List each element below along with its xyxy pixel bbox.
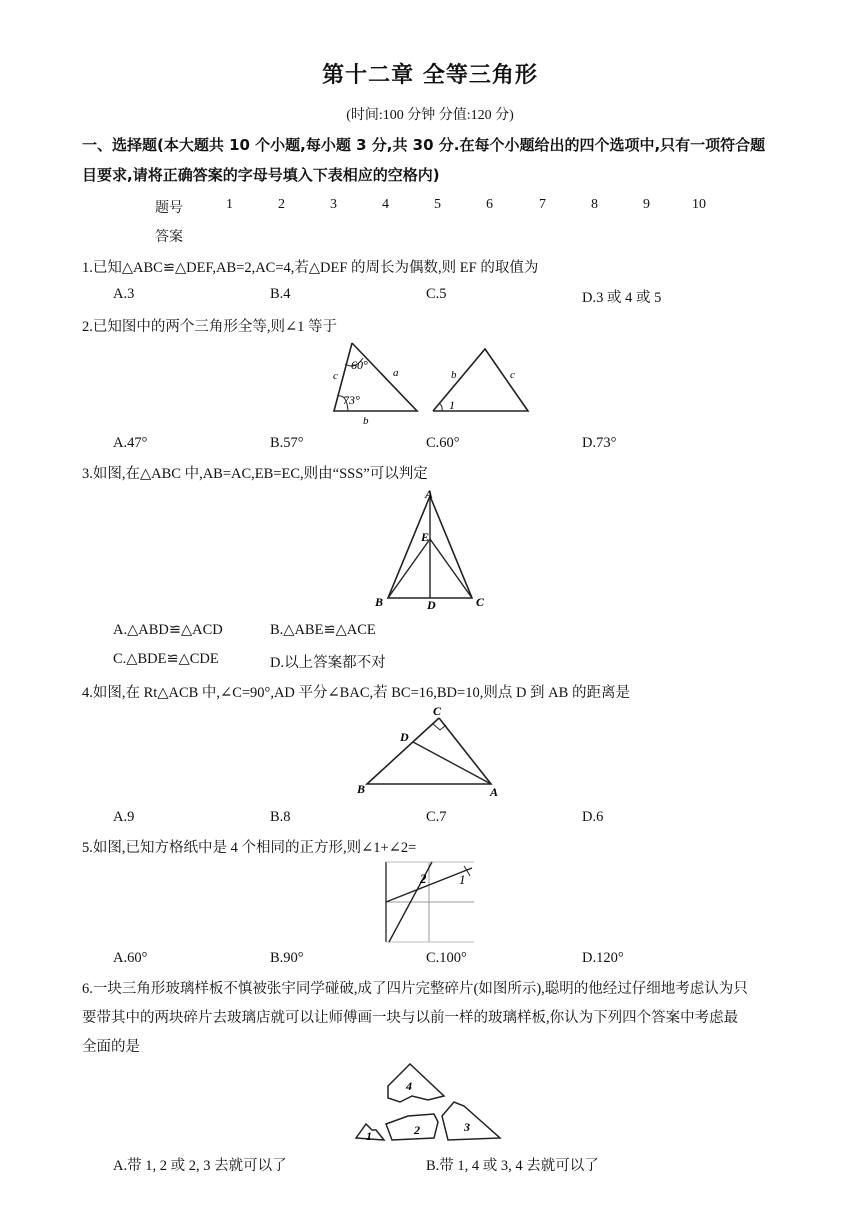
question-6-stem-line1: 6.一块三角形玻璃样板不慎被张宇同学碰破,成了四片完整碎片(如图所示),聪明的他经过仔细地考虑认为只 [82,981,748,997]
table-row-label-answer: 答案 [155,230,183,245]
q4-option-a: A.9 [113,809,135,825]
question-6-stem-line2: 要带其中的两块碎片去玻璃店就可以让师傅画一块与以前一样的玻璃样板,你认为下列四个答案中考虑最 [82,1010,739,1026]
q1-option-d: D.3 或 4 或 5 [582,290,662,306]
q6-label-piece-2: 2 [414,1123,420,1137]
q6-label-piece-1: 1 [366,1129,372,1143]
q4-label-b: B [357,782,366,796]
q5-option-a: A.60° [113,950,148,966]
q4-option-b: B.8 [270,809,291,825]
q6-label-piece-4: 4 [406,1079,412,1093]
q2-label-c2: c [510,369,515,381]
table-row-label-number: 题号 [155,201,183,216]
q3-option-a: A.△ABD≌△ACD [113,622,223,638]
question-5-stem: 5.如图,已知方格纸中是 4 个相同的正方形,则∠1+∠2= [82,840,417,856]
q2-label-73: 73° [343,393,360,407]
q2-option-b: B.57° [270,435,304,451]
q3-option-b: B.△ABE≌△ACE [270,622,376,638]
table-number-cell: 9 [643,197,650,212]
table-number-cell: 5 [434,197,441,212]
table-number-cell: 10 [692,197,706,212]
table-number-cell: 8 [591,197,598,212]
q6-figure-glass-pieces [348,1058,510,1146]
q6-label-piece-3: 3 [464,1120,470,1134]
q2-label-b: b [363,415,369,427]
q4-label-c: C [433,704,442,718]
q4-label-d: D [400,730,409,744]
q3-label-d: D [427,598,436,612]
section-heading-line1: 一、选择题(本大题共 10 个小题,每小题 3 分,共 30 分.在每个小题给出的四个选项中,只有一项符合题 [82,136,766,154]
question-1-stem: 1.已知△ABC≌△DEF,AB=2,AC=4,若△DEF 的周长为偶数,则 EF 的取值为 [82,260,539,276]
table-number-cell: 3 [330,197,337,212]
q3-label-e: E [421,530,430,544]
question-2-stem: 2.已知图中的两个三角形全等,则∠1 等于 [82,319,338,335]
q5-option-d: D.120° [582,950,624,966]
q2-figure-triangles [325,336,535,430]
q2-option-d: D.73° [582,435,617,451]
q4-option-c: C.7 [426,809,447,825]
table-number-cell: 1 [226,197,233,212]
q4-label-a: A [490,785,499,798]
q1-option-a: A.3 [113,286,135,302]
section-heading-line2: 目要求,请将正确答案的字母号填入下表相应的空格内) [82,166,440,184]
q6-option-b: B.带 1, 4 或 3, 4 去就可以了 [426,1158,599,1174]
table-number-cell: 7 [539,197,546,212]
page-title: 第十二章 全等三角形 [322,63,538,88]
q3-figure-triangle [370,486,490,614]
q4-option-d: D.6 [582,809,604,825]
q2-option-a: A.47° [113,435,148,451]
q3-label-b: B [375,595,384,609]
q5-option-b: B.90° [270,950,304,966]
q3-option-d: D.以上答案都不对 [270,655,386,671]
question-4-stem: 4.如图,在 Rt△ACB 中,∠C=90°,AD 平分∠BAC,若 BC=16,BD=10,则点 D 到 AB 的距离是 [82,685,630,701]
q5-label-2: 2 [420,871,427,886]
question-3-stem: 3.如图,在△ABC 中,AB=AC,EB=EC,则由“SSS”可以判定 [82,466,428,482]
q3-option-c: C.△BDE≌△CDE [113,651,219,667]
table-number-cell: 2 [278,197,285,212]
q2-label-1: 1 [449,398,455,412]
q6-option-a: A.带 1, 2 或 2, 3 去就可以了 [113,1158,287,1174]
q3-label-c: C [476,595,485,609]
table-number-cell: 4 [382,197,389,212]
q2-label-60: 60° [351,358,368,372]
q2-option-c: C.60° [426,435,460,451]
q2-label-c: c [333,370,338,382]
q5-figure-grid [380,858,480,946]
q4-figure-right-triangle [353,704,508,798]
q1-option-b: B.4 [270,286,291,302]
page-subtitle: (时间:100 分钟 分值:120 分) [346,108,514,123]
table-number-cell: 6 [486,197,493,212]
question-6-stem-line3: 全面的是 [82,1039,140,1055]
q3-label-a: A [425,487,434,501]
q5-option-c: C.100° [426,950,467,966]
q1-option-c: C.5 [426,286,447,302]
q2-label-a: a [393,367,399,379]
q5-label-1: 1 [459,872,466,887]
q2-label-b2: b [451,369,457,381]
